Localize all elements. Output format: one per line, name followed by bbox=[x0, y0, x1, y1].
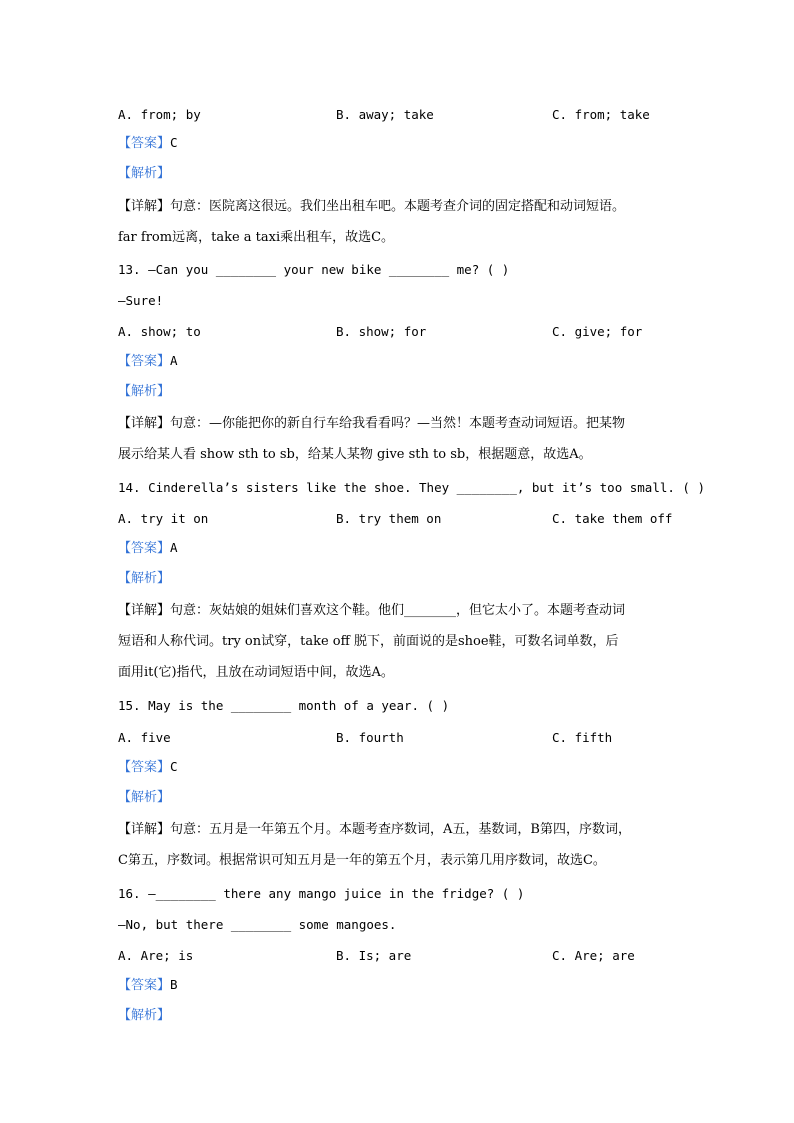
q13-answer bbox=[118, 350, 678, 372]
q15-option-a: A. five bbox=[118, 730, 171, 745]
q13-detail-line-1 bbox=[118, 413, 678, 435]
answer-tag: 【答案】 bbox=[118, 978, 171, 993]
detail-text: 句意：—你能把你的新自行车给我看看吗？—当然！本题考查动词短语。把某物 bbox=[170, 416, 626, 431]
q12-detail-line-2: far from远离，take a taxi乘出租车，故选C。 bbox=[118, 230, 395, 245]
q15-option-b: B. fourth bbox=[336, 730, 404, 745]
q12-option-c: C. from; take bbox=[552, 107, 650, 122]
q14-answer bbox=[118, 537, 678, 559]
detail-text: 句意：医院离这很远。我们坐出租车吧。本题考查介词的固定搭配和动词短语。 bbox=[170, 199, 626, 214]
q16-option-b: B. Is; are bbox=[336, 948, 412, 963]
answer-tag: 【答案】 bbox=[118, 136, 171, 151]
q15-detail-line-2: C第五，序数词。根据常识可知五月是一年的第五个月，表示第几用序数词，故选C。 bbox=[118, 853, 606, 868]
answer-value: A bbox=[170, 540, 178, 555]
q15-analysis-tag: 【解析】 bbox=[118, 790, 171, 805]
q14-analysis-tag: 【解析】 bbox=[118, 571, 171, 586]
q14-option-b: B. try them on bbox=[336, 511, 442, 526]
answer-tag: 【答案】 bbox=[118, 760, 171, 775]
q13-detail-line-2: 展示给某人看 show sth to sb，给某人某物 give sth to sb，根据题意，故选A。 bbox=[118, 447, 592, 462]
q13-option-c: C. give; for bbox=[552, 324, 643, 339]
answer-tag: 【答案】 bbox=[118, 541, 171, 556]
q12-analysis-tag: 【解析】 bbox=[118, 166, 171, 181]
detail-tag: 【详解】 bbox=[118, 416, 171, 431]
answer-value: B bbox=[170, 977, 178, 992]
q14-detail-line-3: 面用it(它)指代，且放在动词短语中间，故选A。 bbox=[118, 665, 394, 680]
q13-option-b: B. show; for bbox=[336, 324, 427, 339]
q14-option-c: C. take them off bbox=[552, 511, 673, 526]
q13-question-line-2: —Sure! bbox=[118, 293, 164, 308]
q13-options bbox=[118, 321, 678, 343]
q15-option-c: C. fifth bbox=[552, 730, 613, 745]
q12-answer bbox=[118, 132, 678, 154]
q14-detail-line-1 bbox=[118, 600, 678, 622]
q15-detail-line-1 bbox=[118, 819, 678, 841]
q12-option-a: A. from; by bbox=[118, 107, 201, 122]
detail-text: 句意：灰姑娘的姐妹们喜欢这个鞋。他们________，但它太小了。本题考查动词 bbox=[170, 603, 626, 618]
q12-option-b: B. away; take bbox=[336, 107, 434, 122]
q16-answer bbox=[118, 974, 678, 996]
q16-question-line-1: 16. —________ there any mango juice in the fridge? ( ) bbox=[118, 886, 525, 901]
q13-option-a: A. show; to bbox=[118, 324, 201, 339]
q14-detail-line-2: 短语和人称代词。try on试穿，take off 脱下，前面说的是shoe鞋，可数名词单数，后 bbox=[118, 634, 619, 649]
q16-options bbox=[118, 945, 678, 967]
answer-tag: 【答案】 bbox=[118, 354, 171, 369]
q16-option-c: C. Are; are bbox=[552, 948, 635, 963]
answer-value: A bbox=[170, 353, 178, 368]
q15-question-line-1: 15. May is the ________ month of a year. ( ) bbox=[118, 698, 450, 713]
q16-question-line-2: —No, but there ________ some mangoes. bbox=[118, 917, 397, 932]
q14-options bbox=[118, 508, 678, 530]
detail-tag: 【详解】 bbox=[118, 603, 171, 618]
q13-analysis-tag: 【解析】 bbox=[118, 384, 171, 399]
q15-answer bbox=[118, 756, 678, 778]
detail-tag: 【详解】 bbox=[118, 822, 171, 837]
q14-question-line-1: 14. Cinderella’s sisters like the shoe. They ________, but it’s too small. ( ) bbox=[118, 480, 705, 495]
detail-text: 句意：五月是一年第五个月。本题考查序数词，A五，基数词，B第四，序数词， bbox=[170, 822, 631, 837]
q15-options bbox=[118, 727, 678, 749]
q14-option-a: A. try it on bbox=[118, 511, 209, 526]
q12-options bbox=[118, 104, 678, 126]
q12-detail-line-1 bbox=[118, 196, 678, 218]
answer-value: C bbox=[170, 135, 178, 150]
q16-option-a: A. Are; is bbox=[118, 948, 194, 963]
detail-tag: 【详解】 bbox=[118, 199, 171, 214]
answer-value: C bbox=[170, 759, 178, 774]
q13-question-line-1: 13. —Can you ________ your new bike ________ me? ( ) bbox=[118, 262, 510, 277]
q16-analysis-tag: 【解析】 bbox=[118, 1008, 171, 1023]
